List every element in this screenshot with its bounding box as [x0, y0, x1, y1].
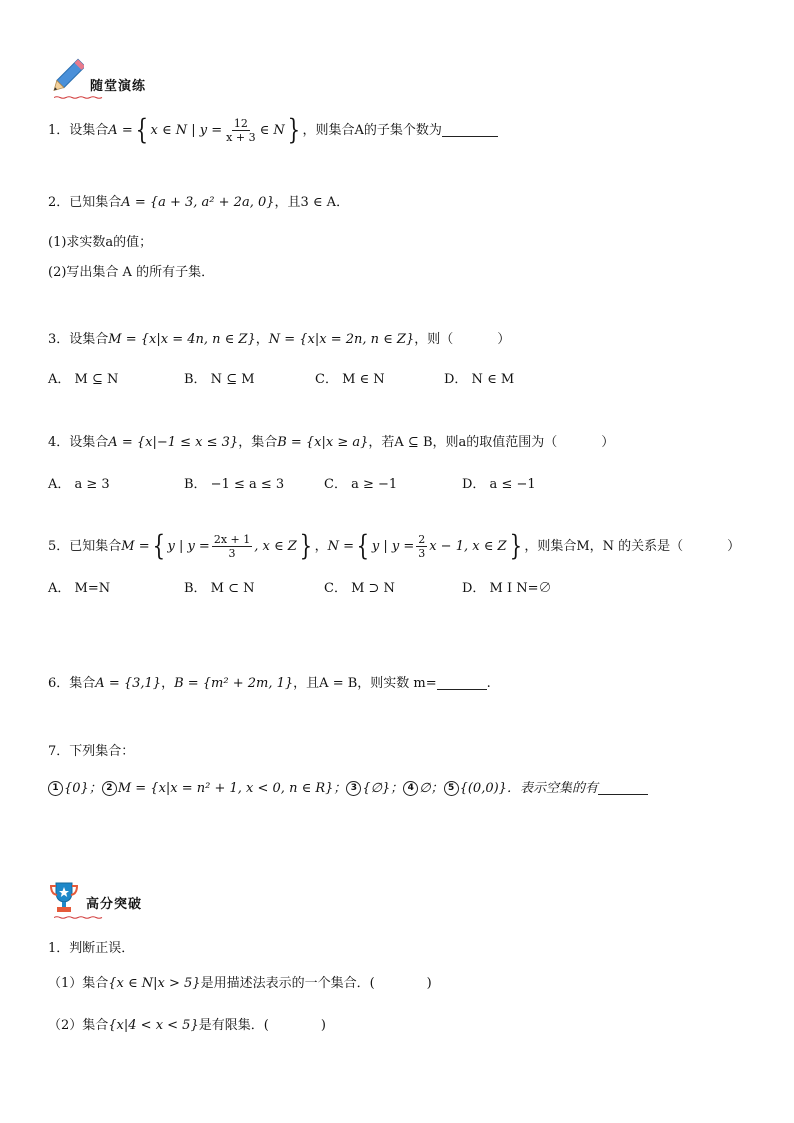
section-header-advanced — [48, 880, 142, 914]
question-number: 4． — [48, 435, 70, 450]
period: . — [486, 676, 491, 691]
question-text: 下列集合： — [69, 744, 135, 759]
math-expression: {x|4 < x < 5} — [108, 1018, 199, 1033]
answer-blank[interactable] — [437, 677, 487, 690]
math-condition-end: , x ∈ Z — [254, 538, 297, 554]
math-condition-end: x − 1, x ∈ Z — [429, 538, 507, 554]
close-paren: ） — [727, 538, 741, 554]
circled-number: 5 — [444, 781, 459, 796]
wavy-underline — [54, 96, 104, 99]
question-4 — [48, 436, 614, 449]
item-text: （2）集合 — [48, 1018, 109, 1033]
fraction-numerator: 12 — [233, 116, 248, 130]
question-number: 2． — [48, 195, 70, 210]
answer-blank[interactable] — [598, 782, 648, 795]
math-expression: B = {x|x ≥ a} — [277, 435, 369, 450]
math-expression: M = {x|x = 4n, n ∈ Z} — [108, 332, 256, 347]
math-expression: {x ∈ N|x > 5} — [108, 976, 201, 991]
judgement-item-2 — [48, 1019, 326, 1032]
question-number: 1． — [48, 122, 70, 138]
math-expression: A = {3,1} — [95, 676, 162, 691]
left-brace: { — [152, 529, 165, 562]
option-c[interactable]: C． a ≥ −1 — [324, 477, 398, 492]
question-text-post: ，且A = B，则实数 m= — [293, 676, 437, 691]
question-2-part-2: (2)写出集合 A 的所有子集． — [48, 265, 215, 280]
circled-number: 3 — [346, 781, 361, 796]
fraction-denominator: 3 — [418, 546, 426, 560]
option-d[interactable]: D． M I N=∅ — [462, 581, 552, 596]
math-condition-end: ∈ N — [259, 122, 285, 138]
option-b[interactable]: B． M ⊂ N — [184, 581, 255, 596]
close-paren: ） — [601, 435, 615, 450]
math-expression: A = {a + 3, a² + 2a, 0} — [121, 195, 275, 210]
close-paren: ) — [426, 976, 432, 991]
item-text-post: 是用描述法表示的一个集合．( — [200, 976, 375, 991]
question-number: 7． — [48, 744, 70, 759]
math-expression: B = {m² + 2m, 1} — [174, 676, 294, 691]
question-7 — [48, 745, 134, 758]
math-expression: {0}； — [64, 781, 102, 796]
option-c[interactable]: C． M ∈ N — [315, 372, 385, 387]
right-brace: } — [299, 529, 312, 562]
left-brace: { — [135, 113, 148, 146]
separator: ， — [255, 332, 269, 347]
question-text-post: ，则集合M，N 的关系是（ — [524, 538, 684, 554]
circled-number: 2 — [102, 781, 117, 796]
option-a[interactable]: A． M ⊆ N — [48, 372, 119, 387]
question-text: 已知集合 — [69, 538, 122, 554]
close-paren: ） — [497, 332, 511, 347]
fraction — [212, 533, 252, 560]
item-text-post: 是有限集．( — [198, 1018, 269, 1033]
question-number: 6． — [48, 676, 70, 691]
option-b[interactable]: B． N ⊆ M — [184, 372, 255, 387]
right-brace: } — [509, 529, 522, 562]
math-expression: M = {x|x = n² + 1, x < 0, n ∈ R}； — [117, 781, 347, 796]
math-expression: {(0,0)}．表示空集的有 — [459, 781, 598, 796]
close-paren: ) — [320, 1018, 326, 1033]
math-set-lhs: A = — [108, 122, 133, 138]
fraction-denominator: x + 3 — [226, 130, 256, 144]
question-text-post: ，且3 ∈ A． — [274, 195, 350, 210]
math-expression: A = {x|−1 ≤ x ≤ 3} — [108, 435, 239, 450]
option-a[interactable]: A． a ≥ 3 — [48, 477, 110, 492]
right-brace: } — [287, 113, 300, 146]
math-set-lhs: N = — [327, 538, 355, 554]
question-text: 集合 — [69, 676, 96, 691]
question-6 — [48, 677, 491, 690]
math-expression: {∅}； — [362, 781, 404, 796]
pencil-icon — [48, 58, 84, 96]
option-a[interactable]: A． M=N — [48, 581, 111, 596]
question-text: 设集合 — [69, 332, 109, 347]
judgement-item-1 — [48, 977, 432, 990]
question-text-post: ，则（ — [414, 332, 454, 347]
option-b[interactable]: B． −1 ≤ a ≤ 3 — [184, 477, 285, 492]
question-7-items — [48, 781, 648, 796]
question-text-post: ，则集合A的子集个数为 — [302, 122, 442, 138]
question-2-part-1: (1)求实数a的值； — [48, 235, 153, 250]
section-title: 高分突破 — [86, 897, 143, 912]
question-text: 设集合 — [69, 122, 109, 138]
circled-number: 1 — [48, 781, 63, 796]
section-header-practice — [48, 58, 146, 96]
math-condition: y | y = — [167, 538, 210, 554]
fraction — [416, 533, 427, 560]
question-1 — [48, 113, 498, 146]
fraction — [224, 117, 257, 144]
option-c[interactable]: C． M ⊃ N — [324, 581, 395, 596]
trophy-icon — [48, 880, 80, 914]
wavy-underline — [54, 916, 104, 919]
item-text: （1）集合 — [48, 976, 109, 991]
separator: ， — [161, 676, 175, 691]
option-d[interactable]: D． N ∈ M — [444, 372, 515, 387]
question-text-post: ，若A ⊆ B，则a的取值范围为（ — [368, 435, 558, 450]
fraction-numerator: 2x + 1 — [213, 532, 251, 546]
question-number: 5． — [48, 538, 70, 554]
section-title: 随堂演练 — [90, 79, 147, 94]
question-number: 1． — [48, 941, 70, 956]
answer-blank[interactable] — [442, 124, 498, 137]
fraction-denominator: 3 — [228, 546, 236, 560]
judgement-question-1 — [48, 942, 134, 955]
option-d[interactable]: D． a ≤ −1 — [462, 477, 536, 492]
math-condition: y | y = — [371, 538, 415, 554]
fraction-numerator: 2 — [418, 532, 426, 546]
question-number: 3． — [48, 332, 70, 347]
question-text: 判断正误． — [69, 941, 135, 956]
question-3 — [48, 333, 510, 346]
circled-number: 4 — [403, 781, 418, 796]
question-text: 设集合 — [69, 435, 109, 450]
question-text: 已知集合 — [69, 195, 122, 210]
question-2 — [48, 196, 349, 209]
separator: ， — [314, 538, 328, 554]
math-expression: N = {x|x = 2n, n ∈ Z} — [268, 332, 415, 347]
math-expression: ∅； — [419, 781, 444, 796]
question-5 — [48, 529, 741, 562]
question-text-mid: ，集合 — [238, 435, 278, 450]
math-condition: x ∈ N | y = — [150, 122, 223, 138]
math-set-lhs: M = — [121, 538, 150, 554]
left-brace: { — [356, 529, 370, 562]
